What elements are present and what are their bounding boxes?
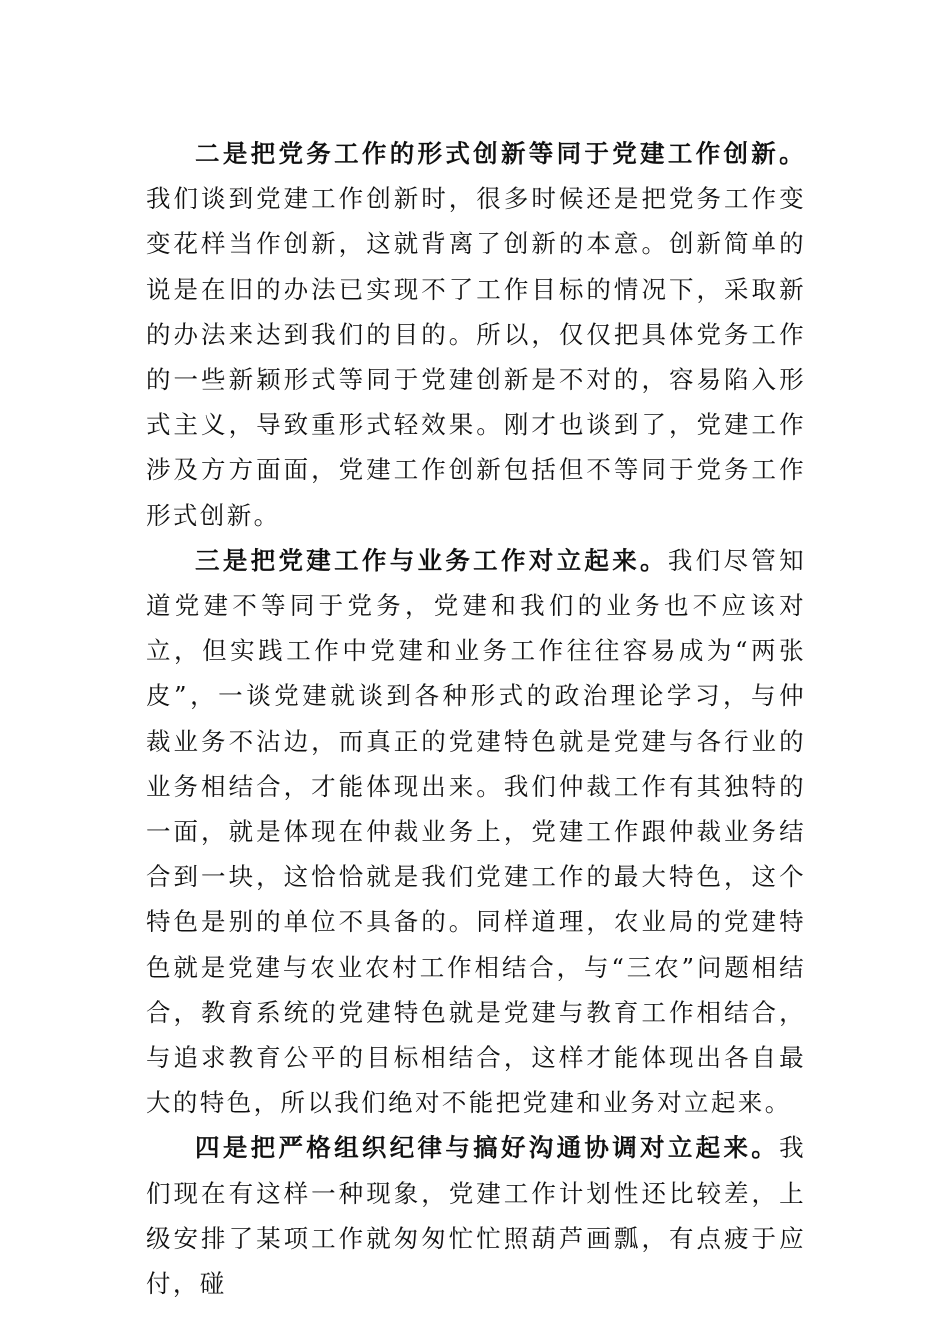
paragraph-lead: 三是把党建工作与业务工作对立起来。 <box>195 545 668 575</box>
paragraph-4 <box>146 1125 806 1306</box>
document-page <box>146 131 806 1306</box>
paragraph-lead: 四是把严格组织纪律与搞好沟通协调对立起来。 <box>195 1133 780 1163</box>
paragraph-body: 我们现在有这样一种现象，党建工作计划性还比较差，上级安排了某项工作就匆匆忙忙照葫芦画瓢，有点疲于应付，碰 <box>146 1133 806 1299</box>
paragraph-body: 我们谈到党建工作创新时，很多时候还是把党务工作变变花样当作创新，这就背离了创新的本意。创新简单的说是在旧的办法已实现不了工作目标的情况下，采取新的办法来达到我们的目的。所以，仅仅把具体党务工作的一些新颖形式等同于党建创新是不对的，容易陷入形式主义，导致重形式轻效果。刚才也谈到了，党建工作涉及方方面面，党建工作创新包括但不等同于党务工作形式创新。 <box>146 184 806 530</box>
paragraph-2 <box>146 131 806 538</box>
paragraph-lead: 二是把党务工作的形式创新等同于党建工作创新。 <box>195 139 806 168</box>
paragraph-3 <box>146 538 806 1126</box>
paragraph-body: 我们尽管知道党建不等同于党务，党建和我们的业务也不应该对立，但实践工作中党建和业务工作往往容易成为“两张皮”，一谈党建就谈到各种形式的政治理论学习，与仲裁业务不沾边，而真正的党建特色就是党建与各行业的业务相结合，才能体现出来。我们仲裁工作有其独特的一面，就是体现在仲裁业务上，党建工作跟仲裁业务结合到一块，这恰恰就是我们党建工作的最大特色，这个特色是别的单位不具备的。同样道理，农业局的党建特色就是党建与农业农村工作相结合，与“三农”问题相结合，教育系统的党建特色就是党建与教育工作相结合，与追求教育公平的目标相结合，这样才能体现出各自最大的特色，所以我们绝对不能把党建和业务对立起来。 <box>146 545 806 1118</box>
